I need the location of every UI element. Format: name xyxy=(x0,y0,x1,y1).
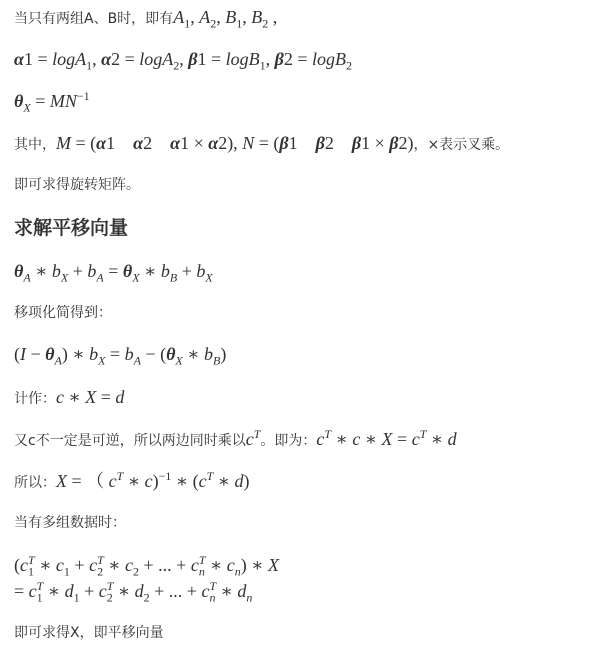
invert-line xyxy=(14,427,457,449)
formula-theta: $\theta_X = MN^{-1}$ xyxy=(14,89,90,115)
math-solution: X = （ $c^T$ ∗ c)$^{-1}$ ∗ ($c^T$ ∗ d) xyxy=(56,469,250,491)
simplify-label: 移项化简得到： xyxy=(14,305,112,321)
rotation-result: 即可求得旋转矩阵。 xyxy=(14,177,140,193)
invert-mid: 。即为： xyxy=(260,433,317,449)
solution-line xyxy=(14,469,250,491)
math-ct: $c^T$ xyxy=(245,427,261,449)
definition-suffix: ，×表示叉乘。 xyxy=(413,137,510,153)
multi-data-label: 当有多组数据时： xyxy=(14,515,126,531)
notation-line xyxy=(14,388,124,406)
translation-result: 即可求得X，即平移向量 xyxy=(14,625,164,641)
intro-line xyxy=(14,7,278,31)
definition-line xyxy=(14,134,509,152)
math-matrices: M = (α1 α2 α1 × α2), N = (β1 β2 β1 × β2) xyxy=(56,133,414,153)
section-heading: 求解平移向量 xyxy=(14,217,129,239)
solution-label: 所以： xyxy=(14,475,56,491)
notation-label: 计作： xyxy=(14,391,56,407)
formula-simplified: $(I - \theta_A)$ ∗ $b_X = b_A - (\theta_X$ ∗ $b_B$) xyxy=(14,344,227,368)
formula-equation: $\theta_A$ ∗ $b_X + b_A = \theta_X$ ∗ $b_B + b_X$ xyxy=(14,261,213,285)
math-invert-eq: $c^T$ ∗ c ∗ $X = c^T$ ∗ d xyxy=(316,427,457,449)
intro-text: 当只有两组A、B时，即有 xyxy=(14,11,174,27)
math-notation: c ∗ X = d xyxy=(56,387,125,407)
formula-multi-lhs: ($c_1^T$ ∗ $c_1 + c_2^T$ ∗ $c_2$ + ... + $c_n^T$ ∗ $c_n$) ∗ X xyxy=(14,553,279,579)
math-inline-sets: $A_1$, $A_2$, $B_1$, $B_2$ , xyxy=(173,7,278,31)
formula-multi-rhs: = $c_1^T$ ∗ $d_1 + c_2^T$ ∗ $d_2$ + ... + $c_n^T$ ∗ $d_n$ xyxy=(14,579,253,605)
definition-prefix: 其中， xyxy=(14,137,56,153)
formula-log: α1 = logA$_1$, α2 = logA$_2$, β1 = logB$_1$, β2 = logB$_2$ xyxy=(14,49,353,73)
invert-text: 又c不一定是可逆，所以两边同时乘以 xyxy=(14,433,246,449)
